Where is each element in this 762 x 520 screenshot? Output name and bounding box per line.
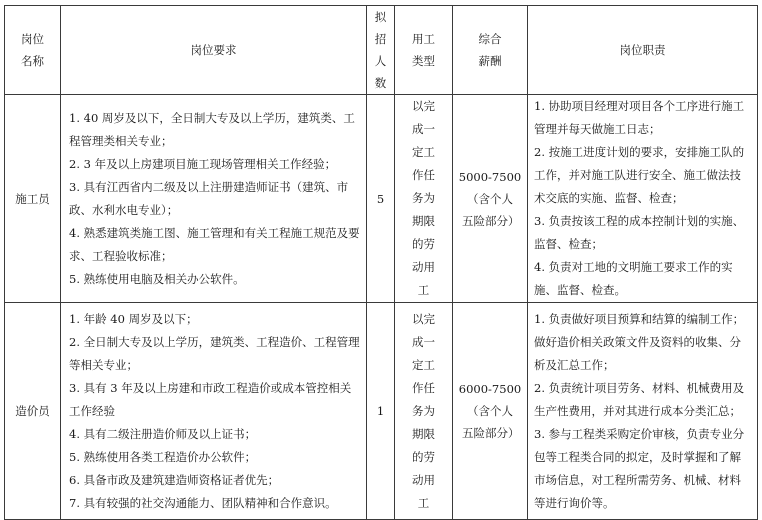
requirement-item: 7. 具有较强的社交沟通能力、团队精神和合作意识。 [69, 495, 337, 510]
header-headcount: 拟 招 人 数 [367, 6, 395, 95]
table-row [5, 95, 758, 303]
duty-item: 3. 参与工程类采购定价审核，负责专业分包等工程类合同的拟定，及时掌握和了解市场信息，对工程所需劳务、机械、材料等进行询价等。 [534, 426, 745, 510]
employment-type-cell [395, 95, 453, 303]
requirement-item: 4. 熟悉建筑类施工图、施工管理和有关工程施工规范及要求、工程验收标准； [69, 225, 360, 263]
duty-item: 2. 负责统计项目劳务、材料、机械费用及生产性费用，并对其进行成本分类汇总； [534, 380, 745, 418]
header-employment-type: 用工 类型 [395, 6, 453, 95]
requirement-item: 1. 40 周岁及以下，全日制大专及以上学历，建筑类、工程管理类相关专业； [69, 110, 355, 148]
requirement-item: 3. 具有江西省内二级及以上注册建造师证书（建筑、市政、水利水电专业）； [69, 179, 349, 217]
headcount-cell: 1 [367, 303, 395, 520]
salary-cell [453, 303, 528, 520]
salary-cell [453, 95, 528, 303]
duties-list [528, 308, 757, 515]
duty-item: 4. 负责对工地的文明施工要求工作的实施、监督、检查。 [534, 260, 733, 297]
requirements-cell [61, 303, 367, 520]
header-salary: 综合 薪酬 [453, 6, 528, 95]
salary-range: 6000-7500 [458, 382, 522, 396]
position-name-cell: 施工员 [5, 95, 61, 303]
header-duties: 岗位职责 [528, 6, 758, 95]
job-recruitment-table [4, 5, 758, 520]
requirement-item: 1. 年龄 40 周岁及以下； [69, 311, 198, 326]
duty-item: 2. 按施工进度计划的要求，安排施工队的工作，并对施工队进行安全、施工做法技术交底的实施、监督、检查； [534, 145, 745, 205]
requirements-list [61, 107, 366, 291]
header-position-name: 岗位 名称 [5, 6, 61, 95]
header-requirements: 岗位要求 [61, 6, 367, 95]
salary-range: 5000-7500 [458, 169, 522, 184]
salary-note: （含个人五险部分） [462, 191, 520, 228]
job-table-container [4, 5, 757, 520]
duty-item: 3. 负责按该工程的成本控制计划的实施、监督、检查； [534, 214, 745, 251]
requirement-item: 5. 熟练使用各类工程造价办公软件； [69, 449, 257, 464]
duties-list [528, 95, 757, 302]
requirement-item: 3. 具有 3 年及以上房建和市政工程造价或成本管控相关工作经验 [69, 380, 352, 418]
headcount-cell: 5 [367, 95, 395, 303]
employment-type-text: 以完成一定工作任务为期限的劳动用工 [412, 311, 435, 510]
table-header-row [5, 6, 758, 95]
employment-type-cell [395, 303, 453, 520]
requirement-item: 2. 3 年及以上房建项目施工现场管理相关工作经验； [69, 156, 337, 171]
position-name-cell: 造价员 [5, 303, 61, 520]
requirements-cell [61, 95, 367, 303]
duty-item: 1. 协助项目经理对项目各个工序进行施工管理并每天做施工日志； [534, 99, 745, 136]
duties-cell [528, 95, 758, 303]
employment-type-text: 以完成一定工作任务为期限的劳动用工 [412, 99, 435, 297]
requirement-item: 4. 具有二级注册造价师及以上证书； [69, 426, 257, 441]
requirement-item: 2. 全日制大专及以上学历，建筑类、工程造价、工程管理等相关专业； [69, 334, 360, 372]
requirement-item: 6. 具备市政及建筑建造师资格证者优先； [69, 472, 280, 487]
requirement-item: 5. 熟练使用电脑及相关办公软件。 [69, 271, 245, 286]
duties-cell [528, 303, 758, 520]
salary-note: （含个人五险部分） [462, 404, 520, 440]
table-row [5, 303, 758, 520]
requirements-list [61, 308, 366, 515]
duty-item: 1. 负责做好项目预算和结算的编制工作；做好造价相关政策文件及资料的收集、分析及汇总工作； [534, 311, 745, 372]
